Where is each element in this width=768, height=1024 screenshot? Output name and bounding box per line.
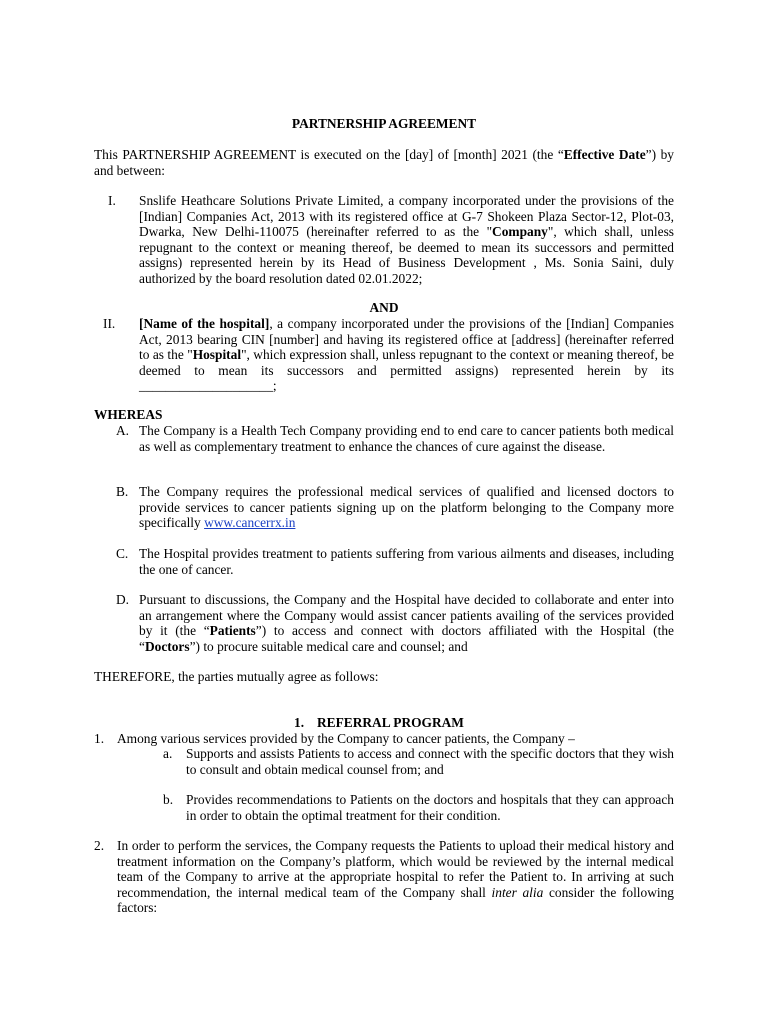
- intro-text-end: ”) by and between:: [94, 147, 674, 178]
- and-label: AND: [369, 300, 399, 315]
- hospital-term: Hospital: [192, 347, 242, 363]
- recital-d: [139, 592, 674, 654]
- sub-clause-marker: a.: [163, 746, 173, 761]
- intro-paragraph: [94, 147, 674, 178]
- recital-marker: B.: [116, 484, 129, 499]
- patients-term: Patients: [209, 623, 256, 639]
- recital-c: The Hospital provides treatment to patients suffering from various ailments and diseases, including the one of cancer.: [139, 546, 674, 577]
- whereas-heading: WHEREAS: [94, 407, 163, 422]
- sub-clause-a: Supports and assists Patients to access and connect with the specific doctors that they wish to consult and obtain medical counsel from; and: [186, 746, 674, 777]
- recital-text: ”) to access and connect with doctors affiliated with the Hospital (the “: [139, 623, 674, 654]
- recital-marker: C.: [116, 546, 129, 561]
- inter-alia-term: inter alia: [491, 884, 544, 900]
- doctors-term: Doctors: [144, 638, 190, 654]
- recital-marker: D.: [116, 592, 130, 607]
- section-heading: REFERRAL PROGRAM: [317, 715, 464, 730]
- sub-clause-marker: b.: [163, 792, 174, 807]
- clause-1-text: Among various services provided by the Company to cancer patients, the Company –: [117, 731, 575, 746]
- document-title: PARTNERSHIP AGREEMENT: [291, 116, 477, 131]
- therefore-paragraph: THEREFORE, the parties mutually agree as follows:: [94, 669, 379, 684]
- recital-text-end: ”) to procure suitable medical care and counsel; and: [189, 638, 468, 654]
- hospital-name-placeholder: [Name of the hospital]: [139, 316, 270, 331]
- party-text-end: ", which shall, unless repugnant to the context or meaning thereof, be deemed to mean its successors and permitted assigns) represented herein by its Head of Business Development , Ms. Sonia Saini, duly authorized by the board resolution dated 02.01.2022;: [139, 224, 674, 286]
- intro-text: This PARTNERSHIP AGREEMENT is executed on the [day] of [month] 2021 (the “: [94, 147, 564, 162]
- party-marker: I.: [108, 193, 116, 208]
- party-company: [139, 193, 674, 287]
- recital-text: Pursuant to discussions, the Company and the Hospital have decided to collaborate and enter into an arrangement where the Company would assist cancer patients availing of the services provided by it (the “: [139, 592, 674, 639]
- recital-marker: A.: [116, 423, 130, 438]
- party-text: , a company incorporated under the provisions of the [Indian] Companies Act, 2013 bearing CIN [number] and having its registered office at [address] (hereinafter referred to as the ": [139, 316, 674, 363]
- clause-marker: 1.: [94, 731, 105, 746]
- party-text-end: ", which expression shall, unless repugnant to the context or meaning thereof, be deemed to mean its successors and permitted assigns) represented herein by its ____________________;: [139, 347, 674, 394]
- clause-text: In order to perform the services, the Company requests the Patients to upload their medical history and treatment information on the Company’s platform, which would be reviewed by the internal medical team of the Company to arrive at the appropriate hospital to refer the Patient to. In arriving at such recommendation, the internal medical team of the Company shall: [117, 838, 674, 900]
- recital-b: [139, 484, 674, 531]
- sub-clause-b: Provides recommendations to Patients on the doctors and hospitals that they can approach in order to obtain the optimal treatment for their condition.: [186, 792, 674, 823]
- party-marker: II.: [103, 316, 116, 331]
- clause-text-end: consider the following factors:: [117, 884, 674, 916]
- section-number: 1.: [294, 715, 305, 730]
- party-text: Snslife Heathcare Solutions Private Limited, a company incorporated under the provisions of the [Indian] Companies Act, 2013 with its registered office at G-7 Shokeen Plaza Sector-12, Plot-03, Dwarka, New Delhi-110075 (hereinafter referred to as the ": [139, 193, 674, 240]
- party-hospital: [139, 316, 674, 394]
- company-term: Company: [492, 224, 548, 240]
- recital-text: The Company requires the professional medical services of qualified and licensed doctors to provide services to cancer patients signing up on the platform belonging to the Company more specifically: [139, 484, 674, 531]
- effective-date-term: Effective Date: [563, 147, 646, 162]
- clause-2-text: [117, 838, 674, 916]
- recital-a: The Company is a Health Tech Company providing end to end care to cancer patients both medical as well as complementary treatment to enhance the chances of cure against the disease.: [139, 423, 674, 454]
- website-link[interactable]: www.cancerrx.in: [204, 515, 296, 531]
- clause-marker: 2.: [94, 838, 105, 853]
